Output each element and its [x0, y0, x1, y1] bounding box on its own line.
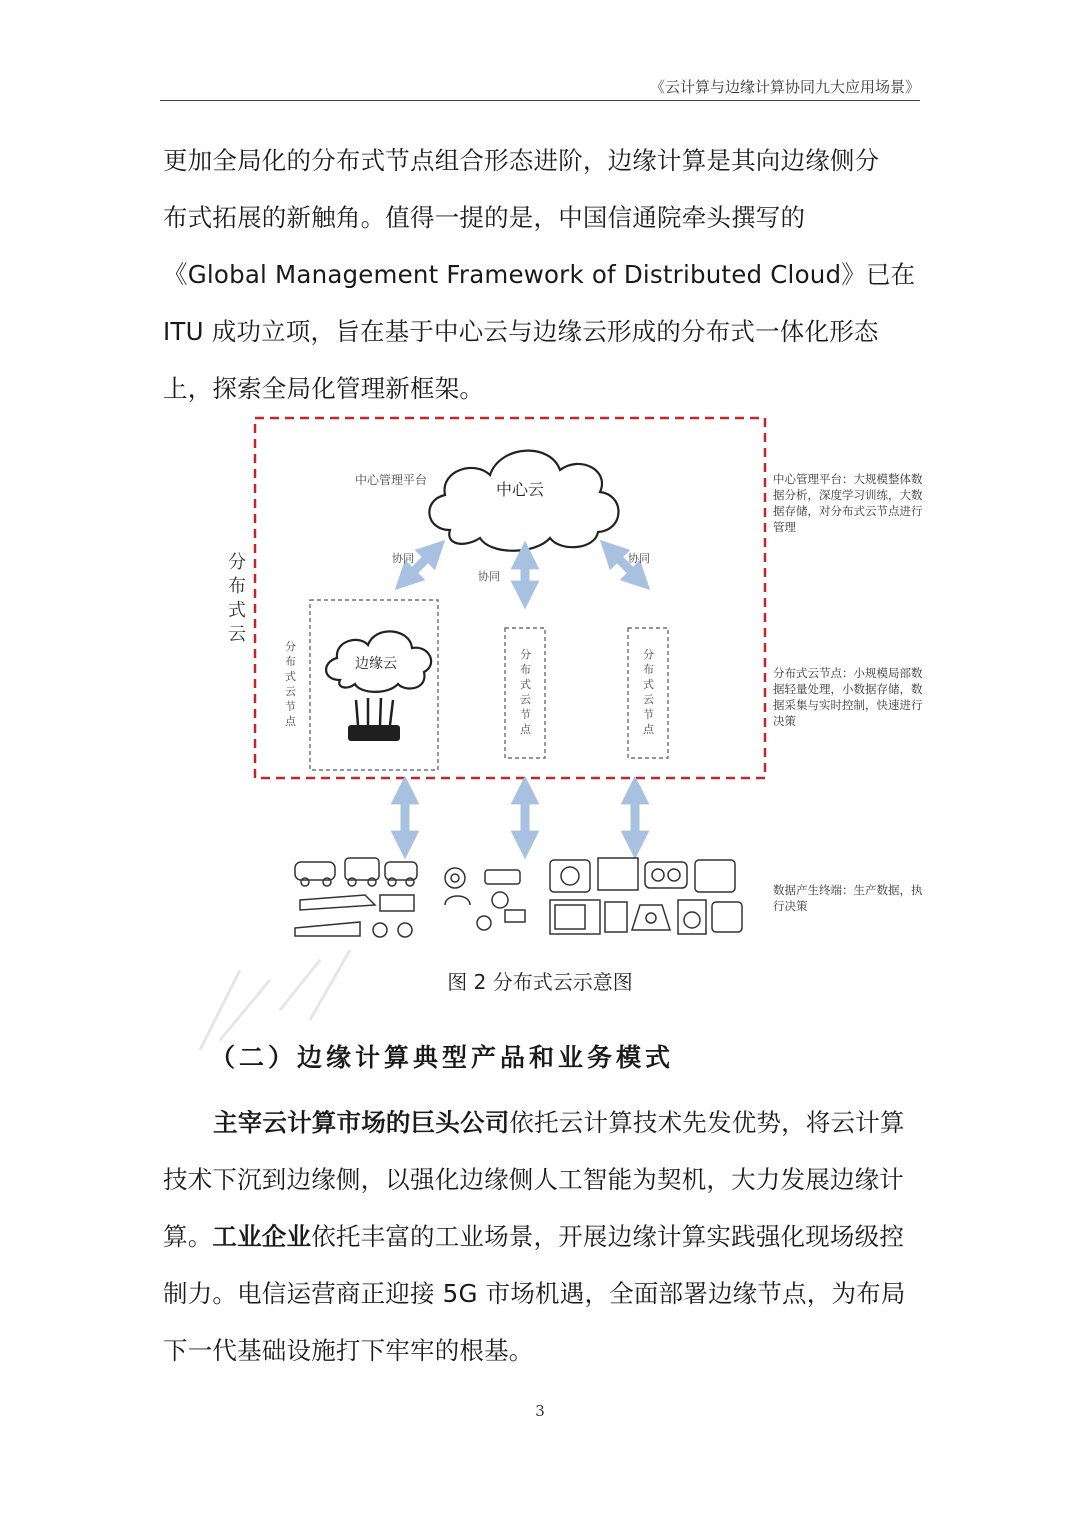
- description-line: 行决策: [773, 899, 808, 913]
- text-run: 算。: [163, 1222, 213, 1251]
- paragraph-line: [163, 1208, 923, 1265]
- section-heading: （二）边缘计算典型产品和业务模式: [210, 1043, 675, 1072]
- paragraph-line: 制力。电信运营商正迎接 5G 市场机遇，全面部署边缘节点，为布局: [163, 1279, 906, 1308]
- node-label-right: 分布式云节点: [643, 648, 654, 736]
- vehicles-icon: [295, 858, 417, 937]
- sync-label-center: 协同: [478, 570, 500, 583]
- sync-label-left: 协同: [392, 552, 414, 565]
- text-run: 依托云计算技术先发优势，将云计算: [509, 1108, 905, 1137]
- paragraph-line: 更加全局化的分布式节点组合形态进阶，边缘计算是其向边缘侧分: [163, 146, 880, 175]
- center-cloud-icon: [429, 451, 618, 551]
- description-line: 据存储，对分布式云节点进行: [773, 504, 923, 518]
- bold-phrase: 主宰云计算市场的巨头公司: [213, 1108, 510, 1137]
- cameras-icon: [445, 868, 525, 930]
- description-line: 分布式云节点：小规模局部数: [773, 666, 923, 680]
- paragraph-line: [163, 1094, 923, 1151]
- description-center-platform: [773, 472, 923, 534]
- description-line: 据分析，深度学习训练，大数: [773, 488, 923, 502]
- description-line: 中心管理平台：大规模整体数: [773, 472, 923, 486]
- node-label-left: 分布式云节点: [285, 640, 296, 728]
- paragraph-line: 《Global Management Framework of Distributed Cloud》已在: [163, 260, 916, 289]
- description-line: 管理: [773, 520, 796, 534]
- description-terminal: [773, 883, 923, 913]
- running-header: 《云计算与边缘计算协同九大应用场景》: [160, 74, 920, 101]
- distributed-cloud-diagram: [200, 400, 960, 960]
- bold-phrase: 工业企业: [212, 1222, 312, 1251]
- center-cloud-label: 中心云: [495, 480, 545, 499]
- node-label-center: 分布式云节点: [520, 648, 531, 736]
- description-line: 决策: [773, 714, 796, 728]
- router-icon: [348, 698, 400, 741]
- distributed-cloud-label: 分布式云: [228, 552, 246, 645]
- paragraph-line: 下一代基础设施打下牢牢的根基。: [163, 1336, 534, 1365]
- page-number: 3: [535, 1402, 545, 1420]
- paragraph-line: 上，探索全局化管理新框架。: [163, 374, 485, 403]
- edge-cloud-label: 边缘云: [355, 656, 397, 672]
- description-line: 数据产生终端：生产数据，执: [773, 883, 923, 897]
- appliances-icon: [550, 858, 742, 934]
- paragraph-distributed-cloud: [163, 132, 923, 417]
- paragraph-edge-computing-products: [163, 1094, 923, 1379]
- paragraph-line: 技术下沉到边缘侧，以强化边缘侧人工智能为契机，大力发展边缘计: [163, 1165, 904, 1194]
- paragraph-line: ITU 成功立项，旨在基于中心云与边缘云形成的分布式一体化形态: [163, 317, 879, 346]
- paragraph-line: 布式拓展的新触角。值得一提的是，中国信通院牵头撰写的: [163, 203, 806, 232]
- description-node: [773, 666, 923, 728]
- description-line: 据轻量处理，小数据存储，数: [773, 682, 923, 696]
- center-platform-label: 中心管理平台: [355, 473, 428, 487]
- sync-label-right: 协同: [628, 552, 650, 565]
- text-run: 依托丰富的工业场景，开展边缘计算实践强化现场级控: [311, 1222, 905, 1251]
- figure-caption: 图 2 分布式云示意图: [447, 970, 633, 994]
- description-line: 据采集与实时控制，快速进行: [773, 698, 923, 712]
